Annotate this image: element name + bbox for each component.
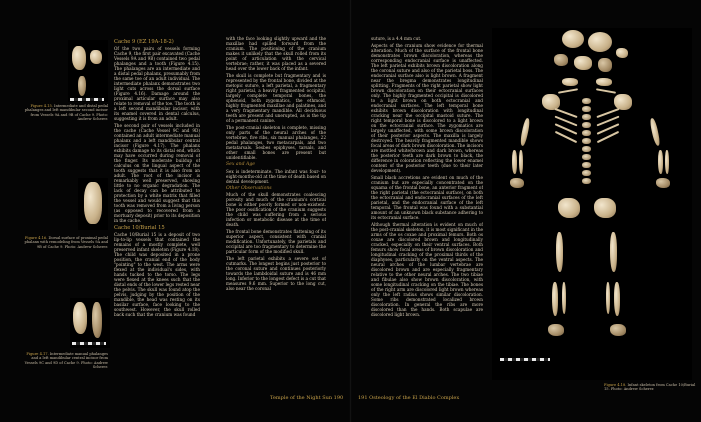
clavicle-bone — [596, 88, 616, 93]
cranium-fragment — [562, 30, 584, 48]
mandible-fragment — [562, 78, 578, 86]
tibia-bone — [614, 282, 620, 316]
hand-bones — [510, 178, 524, 188]
caption-number: Figure 4.18. — [604, 383, 627, 387]
scale-bar — [500, 358, 550, 361]
paragraph: Sex is indeterminate. The infant was four- to eight-months-old at the time of death based on dental development. — [226, 168, 326, 184]
cranium-fragment — [588, 32, 612, 52]
clavicle-bone — [558, 88, 578, 93]
caption-figure-4-18 — [604, 383, 696, 392]
tibia-bone — [552, 282, 558, 316]
right-page-footer: 191 Osteology of the El Diablo Complex — [358, 395, 460, 401]
caption-figure-4-15 — [24, 104, 108, 121]
page-gutter — [349, 0, 352, 422]
femur-bone — [610, 232, 617, 272]
fibula-bone — [562, 282, 566, 314]
paragraph: The skull is complete but fragmentary and is represented by the frontal bone, divided at the metopic suture, a left parietal, a fragmentary right parietal, a heavily fragmented occipital, largely complete temporal bones, the sphenoid, both zygomatics, the ethmoid, highly fragmented maxillae and palatines, and a very fragmentary mandible. All deciduous teeth are present and unerupted, as is the tip of a permanent canine. — [226, 73, 326, 123]
paragraph: with the face looking slightly upward and the maxillae had spilled forward from the cranium. The positioning of the cranium makes it unlikely that the skull rolled from its point of articulation with the cervical vertebrae; rather, it was placed as a severed head over the lower back of the infant. — [226, 36, 326, 71]
paragraph: The second pair of vessels included in the cache (Cache Vessel 9C and 9D) contained an adult intermediate manual phalanx and a left mandibular central incisor (Figure 4.17). The phalanx exhibits damage to its distal end, which may have occurred during removal of the finger. Its moderate buildup of calculus on the lingual aspect of the tooth suggests that it is also from an adult. The root of the incisor is remarkably well preserved, showing little to no organic degradation. The lack of decay can be attributed to protection by a white matrix that filled the vessel and would suggest that this tooth was removed from a living person (as opposed to recovered from a mortuary deposit) prior to its deposition in the cache. — [114, 123, 200, 223]
paragraph: Of the two pairs of vessels forming Cache 9, the first pair excavated (Cache Vessels 9A and 9B) contained two pedal phalanges and a tooth (Figure 4.15). The phalanges are an intermediate and a distal pedal phalanx, presumably from the same toe of an adult individual. The intermediate phalanx demonstrates two light cuts across the dorsal surface (Figure 4.16). Damage around the proximal articular surface may also relate to removal of the toe. The tooth is a left second mandibular incisor, with its enamel covered in dental calculus, suggesting it is from an adult. — [114, 46, 200, 121]
cranium-fragment — [616, 48, 628, 58]
vertebra — [582, 162, 591, 168]
photo-figure-4-17 — [70, 298, 110, 348]
vertebra — [582, 170, 591, 176]
vertebra — [582, 138, 591, 144]
humerus-bone — [649, 118, 661, 147]
paragraph: The left parietal exhibits a severe set of cutmarks. The longest begins just posterior to the coronal suture and continues posteriorly towards the lambdoidal suture and is 46 mm long. Inferior to the longest defect is a cut that measures 9.6 mm. Superior to the long cut, also near the coronal — [226, 256, 326, 292]
caption-text: Intermediate manual phalanges and a left mandibular central incisor from Vessels 9C and 9D of Cache 9. Photo: Andrew Scherer. — [24, 352, 108, 369]
vertebra — [582, 178, 591, 184]
mandible-fragment — [596, 78, 612, 86]
section-heading: Cache 9 (EZ 19A-18-2) — [114, 39, 174, 45]
vertebra — [582, 114, 591, 120]
vertebra — [582, 98, 591, 104]
phalanx-bone — [73, 302, 87, 334]
pelvis-bone — [558, 198, 580, 218]
left-page-footer: Temple of the Night Sun 190 — [270, 395, 344, 401]
forearm-bone — [519, 150, 523, 174]
left-column-1 — [114, 38, 200, 388]
caption-text: Intermediate and distal pedal phalanges and left mandibular second incisor from Vessels 9A and 9B of Cache 9. Photo: Andrew Scherer. — [24, 104, 108, 121]
subsection-heading: Other Observations — [226, 185, 272, 191]
femur-bone — [556, 232, 563, 272]
foot-bones — [610, 324, 626, 336]
vertebra — [582, 122, 591, 128]
cranium-fragment — [574, 56, 592, 70]
paragraph: The frontal bone demonstrates flattening of its superior aspect, consistent with cranial modification. Unfortunately, the parietals and occipital are too fragmentary to determine the particular form of the modified skull. — [226, 229, 326, 255]
caption-number: Figure 4.16. — [24, 236, 48, 240]
fibula-bone — [606, 282, 610, 314]
hand-bones — [656, 178, 670, 188]
paragraph: Although thermal alteration is evident on much of the post-cranial skeleton, it is most significant in the arms of the os coxae and proximal femurs. Both os coxae are discolored brown and longitudinally cracked, especially on their ventral surfaces. Both femurs show focal areas of brown discoloration and longitudinal cracking of the proximal thirds of the diaphyses, particularly on the ventral aspects. The neural arches of the lumbar vertebrae are discolored brown and are especially fragmentary relative to the other neural arches. The two tibiae and fibulae also show brown discoloration, with some longitudinal cracking on the tibiae. The bones of the right arm are discolored light brown whereas only the left radius shows similar discoloration. Some ribs demonstrated localized brown discoloration. In general the ribs are more discolored than the hands. Both scapulae are discolored light brown. — [371, 222, 483, 317]
caption-number: Figure 4.15. — [30, 104, 53, 108]
incisor-tooth — [92, 302, 102, 338]
photo-figure-4-15 — [68, 40, 108, 102]
vertebra — [582, 154, 591, 160]
photo-figure-4-18 — [492, 28, 692, 380]
paragraph: The post-cranial skeleton is complete, missing only parts of the neural arches of the vertebrae, five ribs, six manual phalanges, 22 pedal phalanges, two metacarpals, and two metatarsals. Sesbes epiphyses, tarsals, and other small bones are present but unidentifiable. — [226, 125, 326, 160]
foot-bones — [548, 324, 564, 336]
caption-text: Dorsal surface of proximal pedal phalanx with remodeling from Vessels 9A and 9B of Cache 9. Photo: Andrew Scherer. — [24, 236, 108, 249]
forearm-bone — [658, 150, 663, 174]
vertebra — [582, 146, 591, 152]
phalanx-bone — [90, 50, 102, 64]
vertebra — [582, 130, 591, 136]
scale-bar — [70, 98, 104, 101]
left-column-2 — [226, 36, 326, 388]
caption-figure-4-17 — [24, 352, 108, 369]
phalanx-bone — [72, 46, 86, 70]
forearm-bone — [665, 150, 669, 174]
paragraph: Much of the skull demonstrates coalescing porosity and much of the cranium's cortical bone is either poorly formed or non-existent. The poor ossification of the cranium suggests the child was suffering from a serious infection or metabolic disease at the time of death. — [226, 192, 326, 228]
subsection-heading: Sex and Age — [226, 162, 255, 167]
cranium-fragment — [598, 58, 612, 72]
incisor-tooth — [78, 76, 86, 96]
cranium-fragment — [554, 54, 568, 66]
paragraph: suture, is a 4.4 mm cut. — [371, 36, 422, 41]
pelvis-bone — [594, 198, 616, 218]
caption-text: Infant skeleton from Cache 10/Burial 15. Photo: Andrew Scherer. — [604, 383, 696, 392]
forearm-bone — [512, 150, 517, 174]
caption-number: Figure 4.17. — [26, 352, 49, 356]
right-column-1 — [371, 36, 483, 388]
scale-bar — [72, 342, 106, 345]
section-heading: Cache 10/Burial 15 — [114, 225, 165, 231]
paragraph: Cache 10/Burial 15 is a deposit of two lip-to-lip vessels that contained the remains of a mostly complete, well preserved infant skeleton (Figure 4.18). The child was deposited in a prone position, the cranial end of the body "pointing" to the west. The arms were flexed at the individual's sides, with hands tucked to the torso. The legs were flexed at the knees such that the distal ends of the lower legs rested near the pelvis. The skull was found atop the pelvis, judging by the position of the mandible, the head was resting on its basilar surface, face looking to the southwest. However, the skull rolled back such that the cranium was found — [114, 232, 200, 317]
humerus-bone — [519, 118, 531, 147]
paragraph: Aspects of the cranium show evidence for thermal alteration. Much of the surface of the frontal bone demonstrates brown discoloration, whereas the corresponding endocranial surface is unaffected. The left parietal exhibits brown discoloration along the coronal suture and also of the parietal boss. The endocranial surface also is light brown. A fragment near the bregma demonstrates longitudinal splitting. Fragments of the right parietal show light brown discoloration on their ectocranial surfaces only. The highly fragmented occipital is discolored to a light brown on both ectocranial and endocranial surfaces. The left temporal bone exhibits brown discoloration with longitudinal cracking near the occipital mastoid suture. The right temporal bone is discolored to a light brown on the ectocranial surface. The zygomatics are largely unaffected, with some brown discoloration of their posterior aspects. The maxilla is largely destroyed. The heavily fragmented mandible shows focal areas of dark brown discoloration. The incisors are mottled white/brown and dark brown, whereas the posterior teeth are dark brown to black, the difference in coloration reflecting the lower enamel content of the posterior teeth (due to their later development). — [371, 43, 483, 173]
paragraph: Small black accretions are evident on much of the cranium but are especially concentrated on the squama of the frontal bone, an anterior fragment of the right parietal (the ectocranial surface), on both the ectocranial and endocranial surfaces of the left parietal, and the endocranial surface of the left temporal. The frontal was found with a substantial amount of an unknown black substance adhering to its ectocranial surface. — [371, 175, 483, 220]
photo-figure-4-16 — [78, 178, 108, 230]
vertebra — [582, 106, 591, 112]
phalanx-bone — [84, 182, 102, 224]
scapula-bone — [542, 94, 560, 110]
caption-figure-4-16 — [24, 236, 108, 249]
